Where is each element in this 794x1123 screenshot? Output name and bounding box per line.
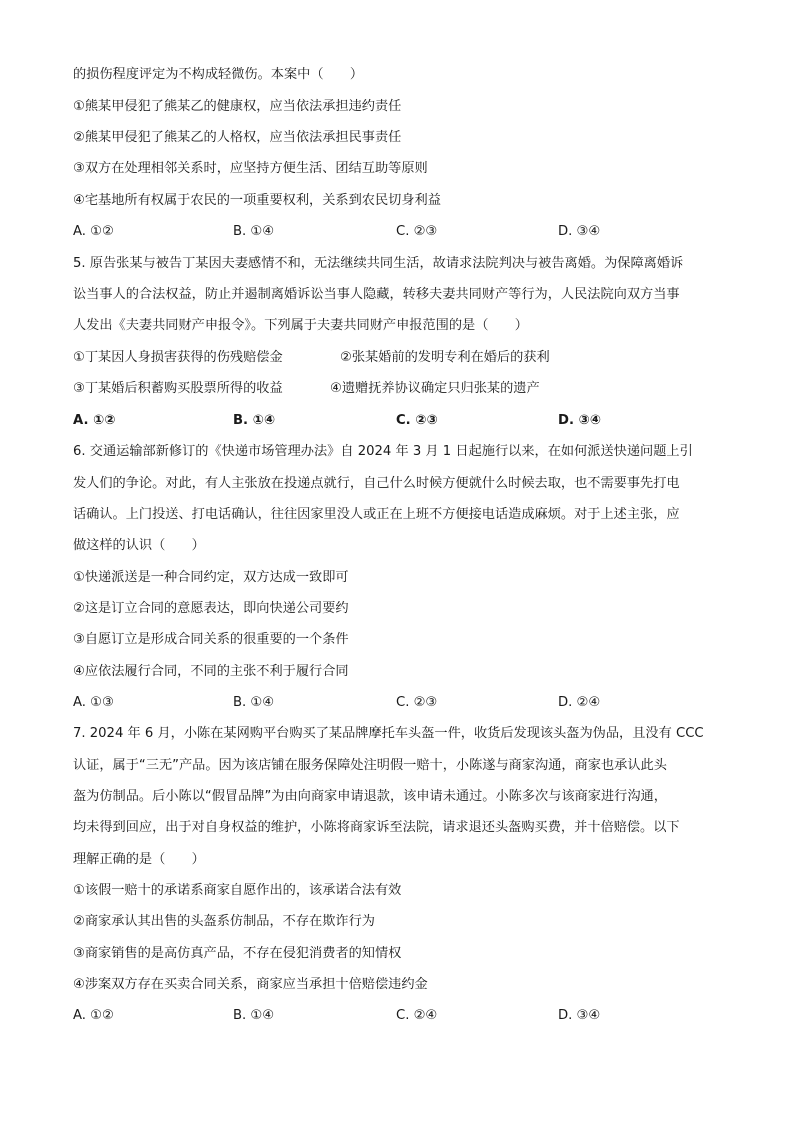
option-c: C. ②③ [396,224,438,239]
choice-item: ①丁某因人身损害获得的伤残赔偿金 [73,350,283,365]
question-7-line: 7. 2024 年 6 月，小陈在某网购平台购买了某品牌摩托车头盔一件，收货后发现该头盔为伪品，且没有 CCC [73,726,704,741]
option-d: D. ③④ [558,224,601,239]
option-b: B. ①④ [233,413,275,428]
option-c: C. ②③ [396,413,438,428]
option-b: B. ①④ [233,224,275,239]
choice-item: ②商家承认其出售的头盔系仿制品，不存在欺诈行为 [73,914,375,929]
choice-item: ④遗赠抚养协议确定只归张某的遗产 [330,381,540,396]
question-6-line: 6. 交通运输部新修订的《快递市场管理办法》自 2024 年 3 月 1 日起施行以来，在如何派送快递问题上引 [73,444,693,459]
question-6-line: 发人们的争论。对此，有人主张放在投递点就行，自己什么时候方便就什么时候去取，也不需要事先打电 [73,476,680,491]
choice-item: ②熊某甲侵犯了熊某乙的人格权，应当依法承担民事责任 [73,130,402,145]
option-a: A. ①② [73,413,116,428]
choice-item: ④应依法履行合同，不同的主张不利于履行合同 [73,664,349,679]
choice-item: ③商家销售的是高仿真产品，不存在侵犯消费者的知情权 [73,946,402,961]
question-6-line: 话确认。上门投送、打电话确认，往往因家里没人或正在上班不方便接电话造成麻烦。对于上述主张，应 [73,507,680,522]
option-a: A. ①② [73,224,114,239]
option-b: B. ①④ [233,695,275,710]
option-a: A. ①② [73,1008,114,1023]
choice-item: ④涉案双方存在买卖合同关系，商家应当承担十倍赔偿违约金 [73,977,428,992]
choice-item: ①熊某甲侵犯了熊某乙的健康权，应当依法承担违约责任 [73,99,402,114]
option-d: D. ③④ [558,1008,601,1023]
choice-item: ④宅基地所有权属于农民的一项重要权利，关系到农民切身利益 [73,193,441,208]
option-c: C. ②④ [396,1008,438,1023]
question-7-line: 理解正确的是（ ） [73,852,205,867]
choice-item: ③双方在处理相邻关系时，应坚持方便生活、团结互助等原则 [73,161,428,176]
choice-item: ③自愿订立是形成合同关系的很重要的一个条件 [73,632,349,647]
question-7-line: 均未得到回应，出于对自身权益的维护，小陈将商家诉至法院，请求退还头盔购买费，并十倍赔偿。以下 [73,820,680,835]
option-c: C. ②③ [396,695,438,710]
question-6-line: 做这样的认识（ ） [73,538,205,553]
choice-item: ①快递派送是一种合同约定，双方达成一致即可 [73,570,349,585]
option-b: B. ①④ [233,1008,275,1023]
choice-item: ③丁某婚后积蓄购买股票所得的收益 [73,381,283,396]
option-a: A. ①③ [73,695,114,710]
question-text-line: 的损伤程度评定为不构成轻微伤。本案中（ ） [73,67,364,82]
option-d: D. ②④ [558,695,601,710]
choice-item: ①该假一赔十的承诺系商家自愿作出的，该承诺合法有效 [73,883,402,898]
option-d: D. ③④ [558,413,601,428]
question-5-line: 讼当事人的合法权益，防止并遏制离婚诉讼当事人隐藏，转移夫妻共同财产等行为，人民法院向双方当事 [73,287,680,302]
choice-item: ②张某婚前的发明专利在婚后的获利 [340,350,550,365]
choice-item: ②这是订立合同的意愿表达，即向快递公司要约 [73,601,349,616]
question-7-line: 认证，属于“三无”产品。因为该店铺在服务保障处注明假一赔十，小陈遂与商家沟通，商家也承认此头 [73,758,667,773]
question-5-line: 5. 原告张某与被告丁某因夫妻感情不和，无法继续共同生活，故请求法院判决与被告离婚。为保障离婚诉 [73,256,684,271]
question-5-line: 人发出《夫妻共同财产申报令》。下列属于夫妻共同财产申报范围的是（ ） [73,318,528,333]
question-7-line: 盔为仿制品。后小陈以“假冒品牌”为由向商家申请退款，该申请未通过。小陈多次与该商家进行沟通， [73,789,667,804]
